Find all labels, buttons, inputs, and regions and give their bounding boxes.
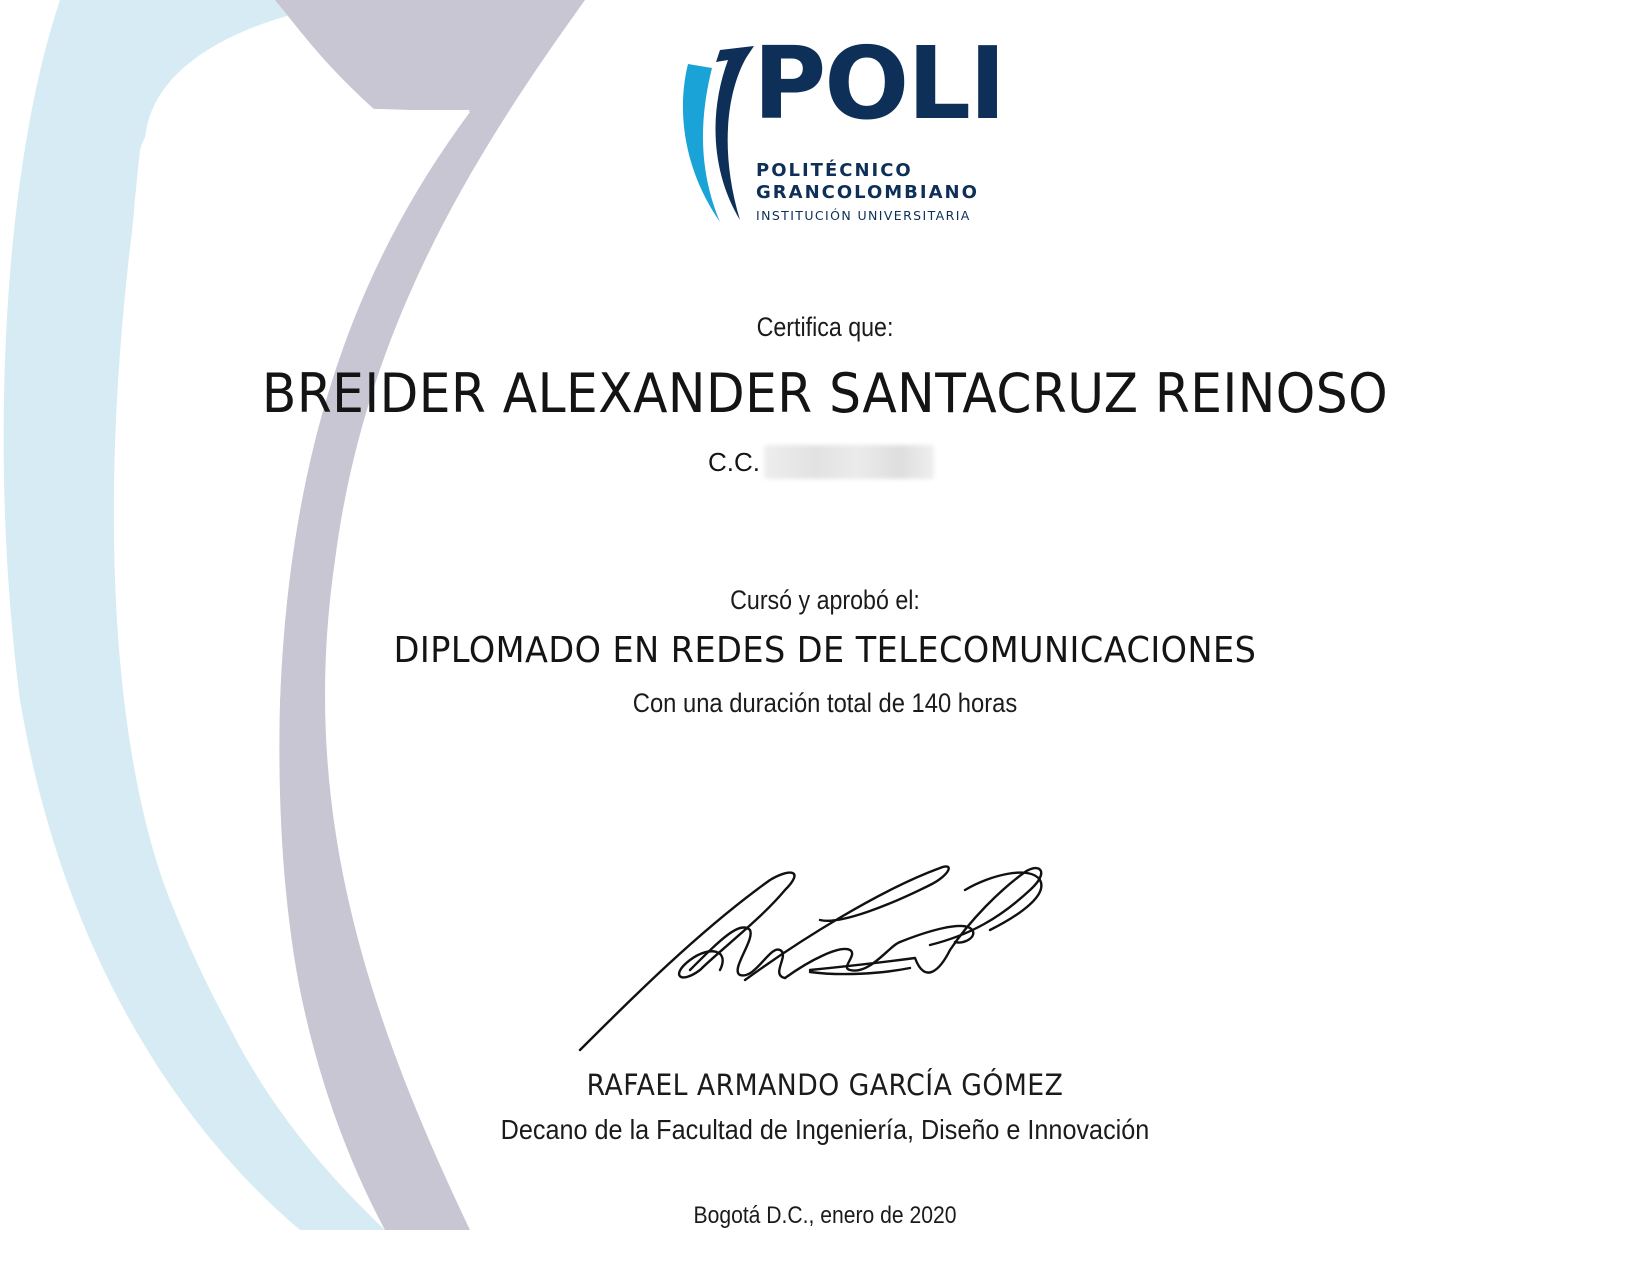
- logo-line-grancolombiano: GRANCOLOMBIANO: [756, 182, 979, 203]
- poli-logo-mark-icon: [676, 44, 756, 224]
- logo-line-institucion: INSTITUCIÓN UNIVERSITARIA: [756, 208, 971, 223]
- id-number-redacted: [764, 445, 934, 479]
- signer-name: RAFAEL ARMANDO GARCÍA GÓMEZ: [586, 1068, 1064, 1102]
- logo-line-politecnico: POLITÉCNICO: [756, 160, 913, 181]
- id-number-row: [708, 444, 934, 480]
- program-name: DIPLOMADO EN REDES DE TELECOMUNICACIONES: [393, 630, 1257, 671]
- dean-signature: [570, 850, 1080, 1060]
- place-and-date: Bogotá D.C., enero de 2020: [693, 1202, 957, 1229]
- program-duration: Con una duración total de 140 horas: [632, 688, 1018, 718]
- signer-title: Decano de la Facultad de Ingeniería, Diseño e Innovación: [500, 1114, 1150, 1145]
- id-label: C.C.: [708, 446, 760, 477]
- student-name: BREIDER ALEXANDER SANTACRUZ REINOSO: [261, 362, 1389, 425]
- completed-label: Cursó y aprobó el:: [730, 585, 920, 615]
- poli-logo: [676, 25, 1006, 234]
- certifica-que-label: Certifica que:: [756, 312, 894, 342]
- logo-wordmark: POLI: [753, 25, 1005, 142]
